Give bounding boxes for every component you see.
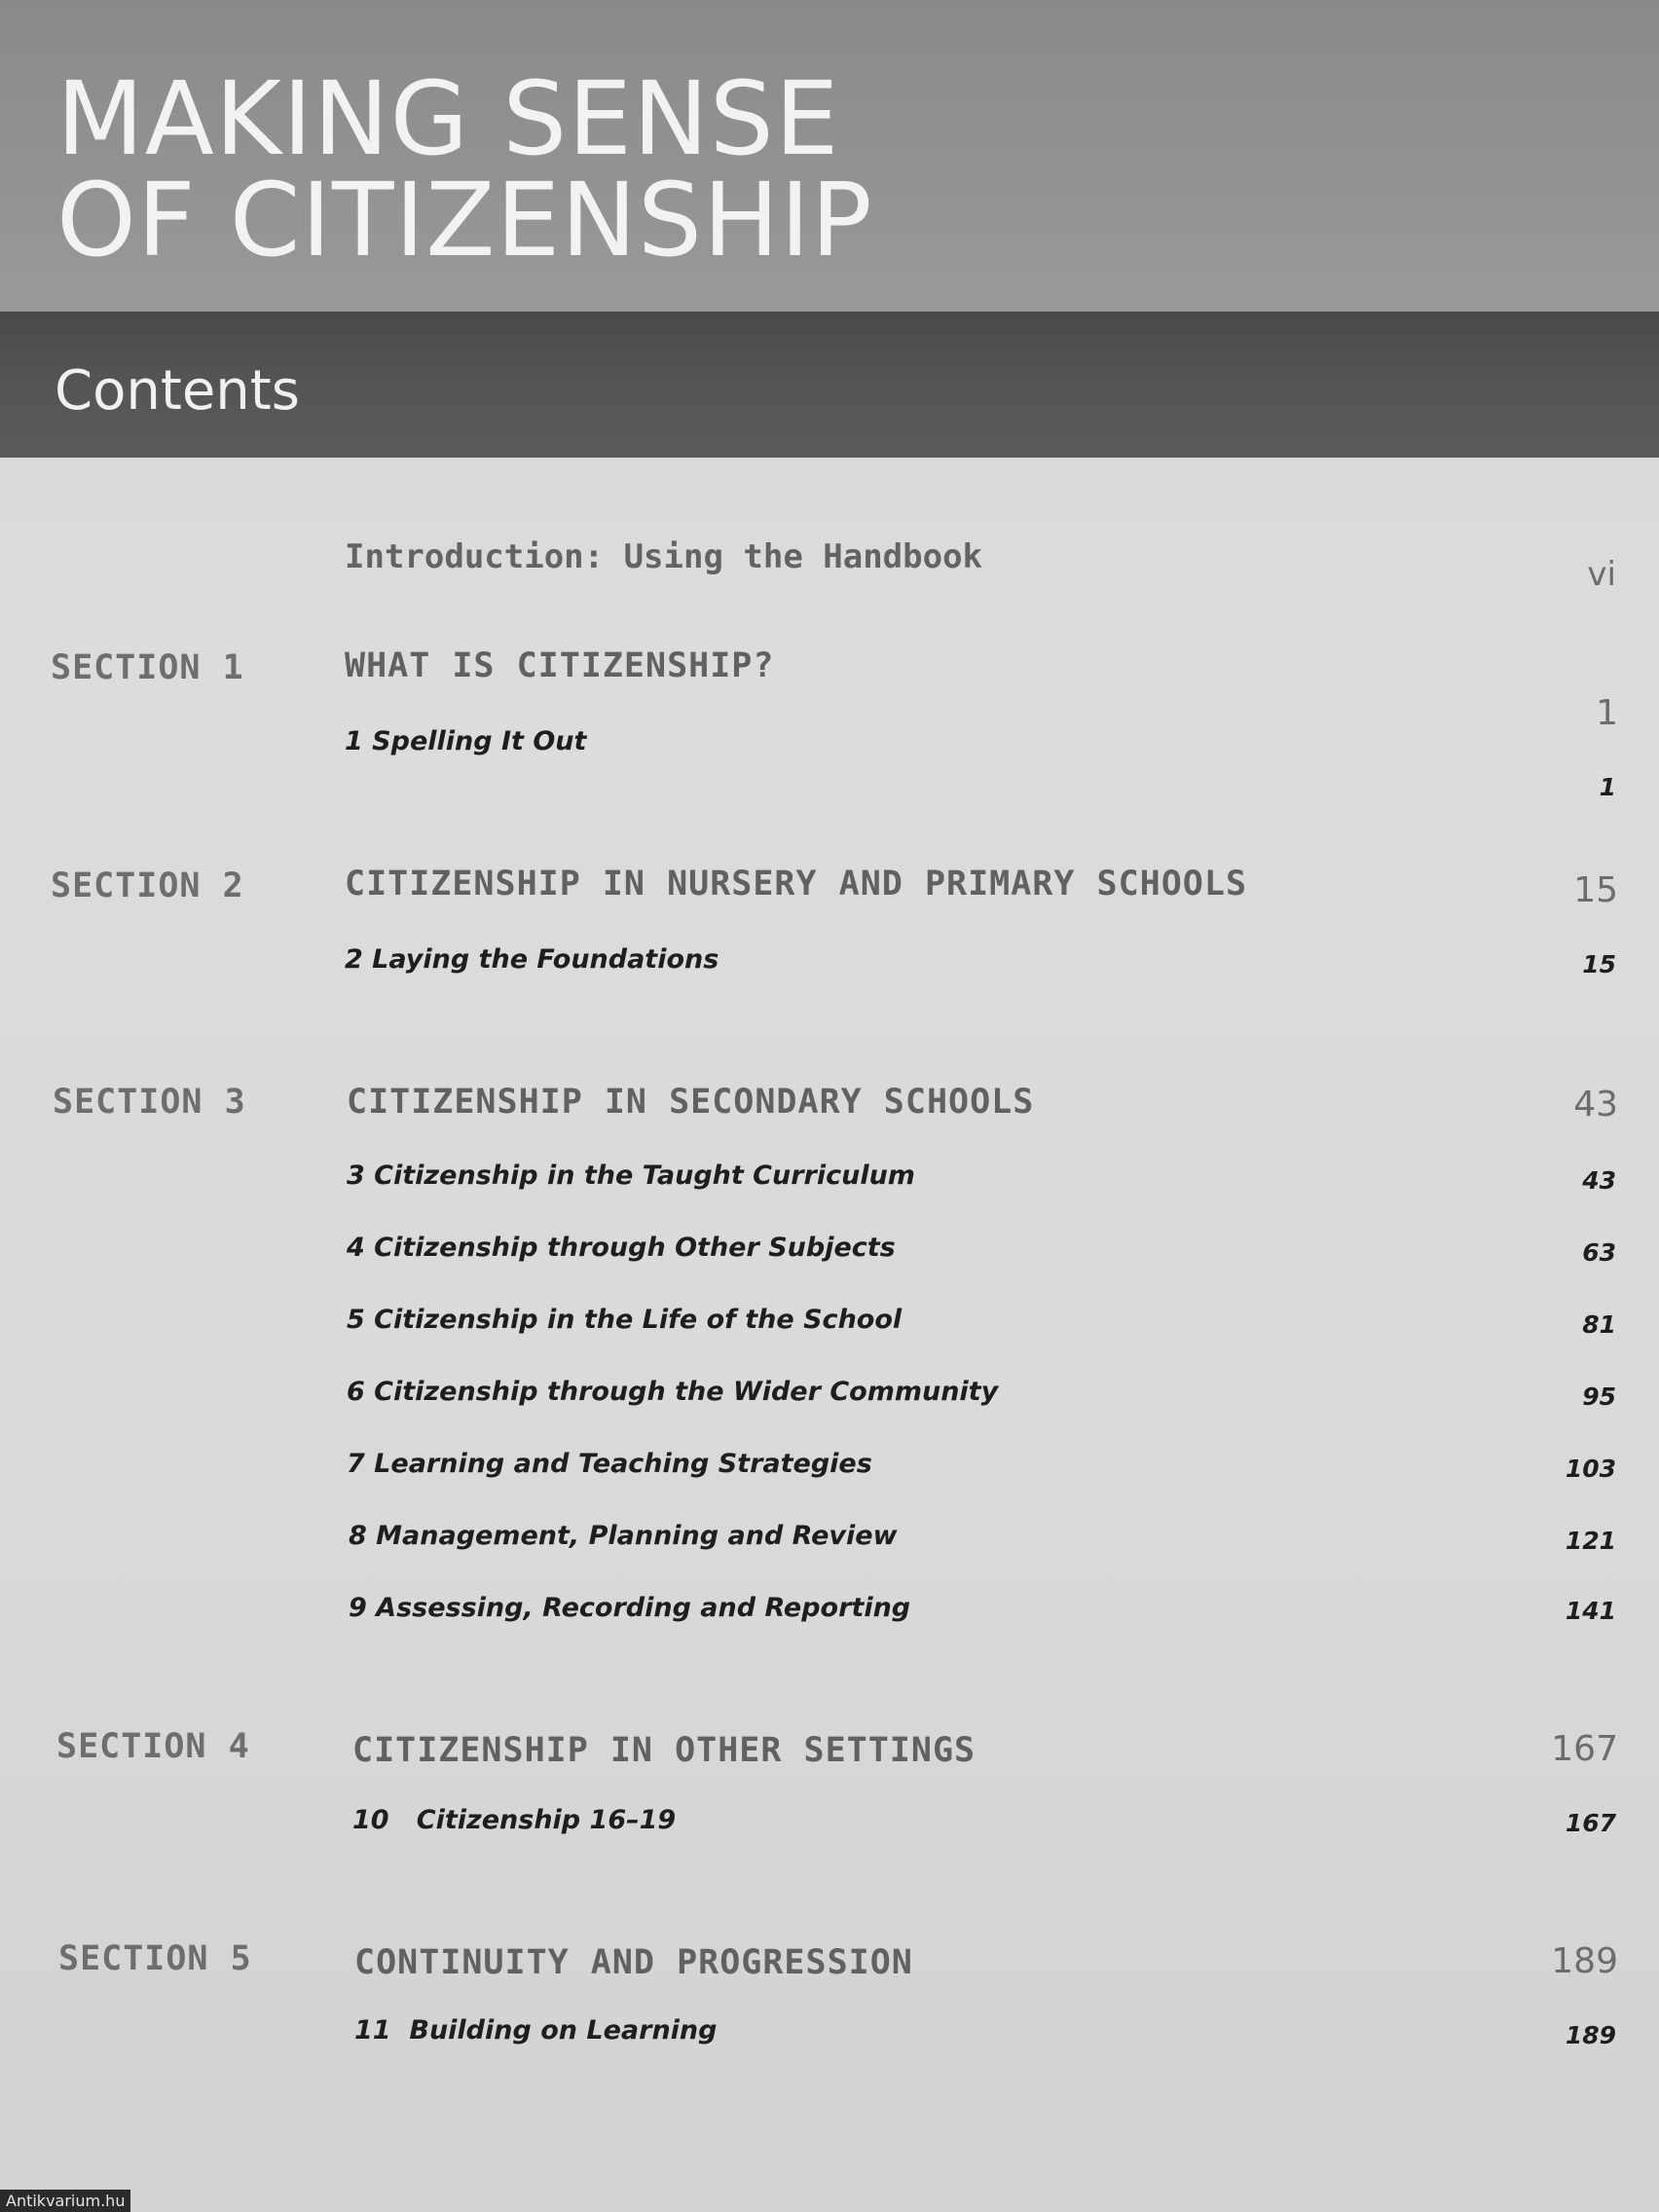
section-page: 167 [1551,1729,1618,1769]
chapter-title: 3 Citizenship in the Taught Curriculum [347,1161,915,1191]
section-label: SECTION 5 [58,1939,252,1978]
section-title: CITIZENSHIP IN OTHER SETTINGS [352,1731,977,1770]
contents-heading: Contents [55,359,300,423]
chapter-title: 5 Citizenship in the Life of the School [347,1305,903,1335]
section-title: WHAT IS CITIZENSHIP? [345,646,775,685]
section-label: SECTION 1 [51,648,244,687]
section-label: SECTION 3 [53,1083,246,1122]
chapter-title: 10 Citizenship 16–19 [352,1805,677,1835]
chapter-title: 2 Laying the Foundations [345,944,719,975]
section-page: 43 [1573,1085,1618,1124]
chapter-page: 141 [1565,1597,1616,1625]
chapter-title: 4 Citizenship through Other Subjects [347,1233,896,1263]
intro-page: vi [1587,555,1616,594]
chapter-title: 7 Learning and Teaching Strategies [347,1449,872,1479]
chapter-title: 11 Building on Learning [354,2015,718,2046]
section-label: SECTION 4 [56,1727,250,1766]
chapter-page: 167 [1565,1809,1616,1837]
section-page: 1 [1596,693,1618,733]
intro-title: Introduction: Using the Handbook [345,537,983,576]
section-title: CITIZENSHIP IN NURSERY AND PRIMARY SCHOOLS [345,865,1248,903]
chapter-title: 1 Spelling It Out [345,726,587,756]
section-title: CONTINUITY AND PROGRESSION [354,1943,913,1982]
section-page: 15 [1573,870,1618,910]
chapter-page: 43 [1582,1166,1616,1195]
chapter-page: 63 [1582,1238,1616,1267]
section-page: 189 [1551,1941,1618,1981]
chapter-page: 15 [1582,950,1616,978]
chapter-page: 121 [1565,1527,1616,1555]
chapter-page: 103 [1565,1455,1616,1483]
watermark: Antikvarium.hu [0,2190,130,2212]
chapter-page: 81 [1582,1310,1616,1339]
chapter-title: 9 Assessing, Recording and Reporting [349,1593,911,1623]
chapter-page: 1 [1599,773,1616,801]
book-title: MAKING SENSE OF CITIZENSHIP [56,59,873,279]
chapter-title: 6 Citizenship through the Wider Community [347,1377,999,1407]
section-title: CITIZENSHIP IN SECONDARY SCHOOLS [347,1083,1035,1122]
chapter-title: 8 Management, Planning and Review [349,1521,898,1551]
chapter-page: 189 [1565,2021,1616,2049]
chapter-page: 95 [1582,1382,1616,1411]
section-label: SECTION 2 [51,866,244,905]
